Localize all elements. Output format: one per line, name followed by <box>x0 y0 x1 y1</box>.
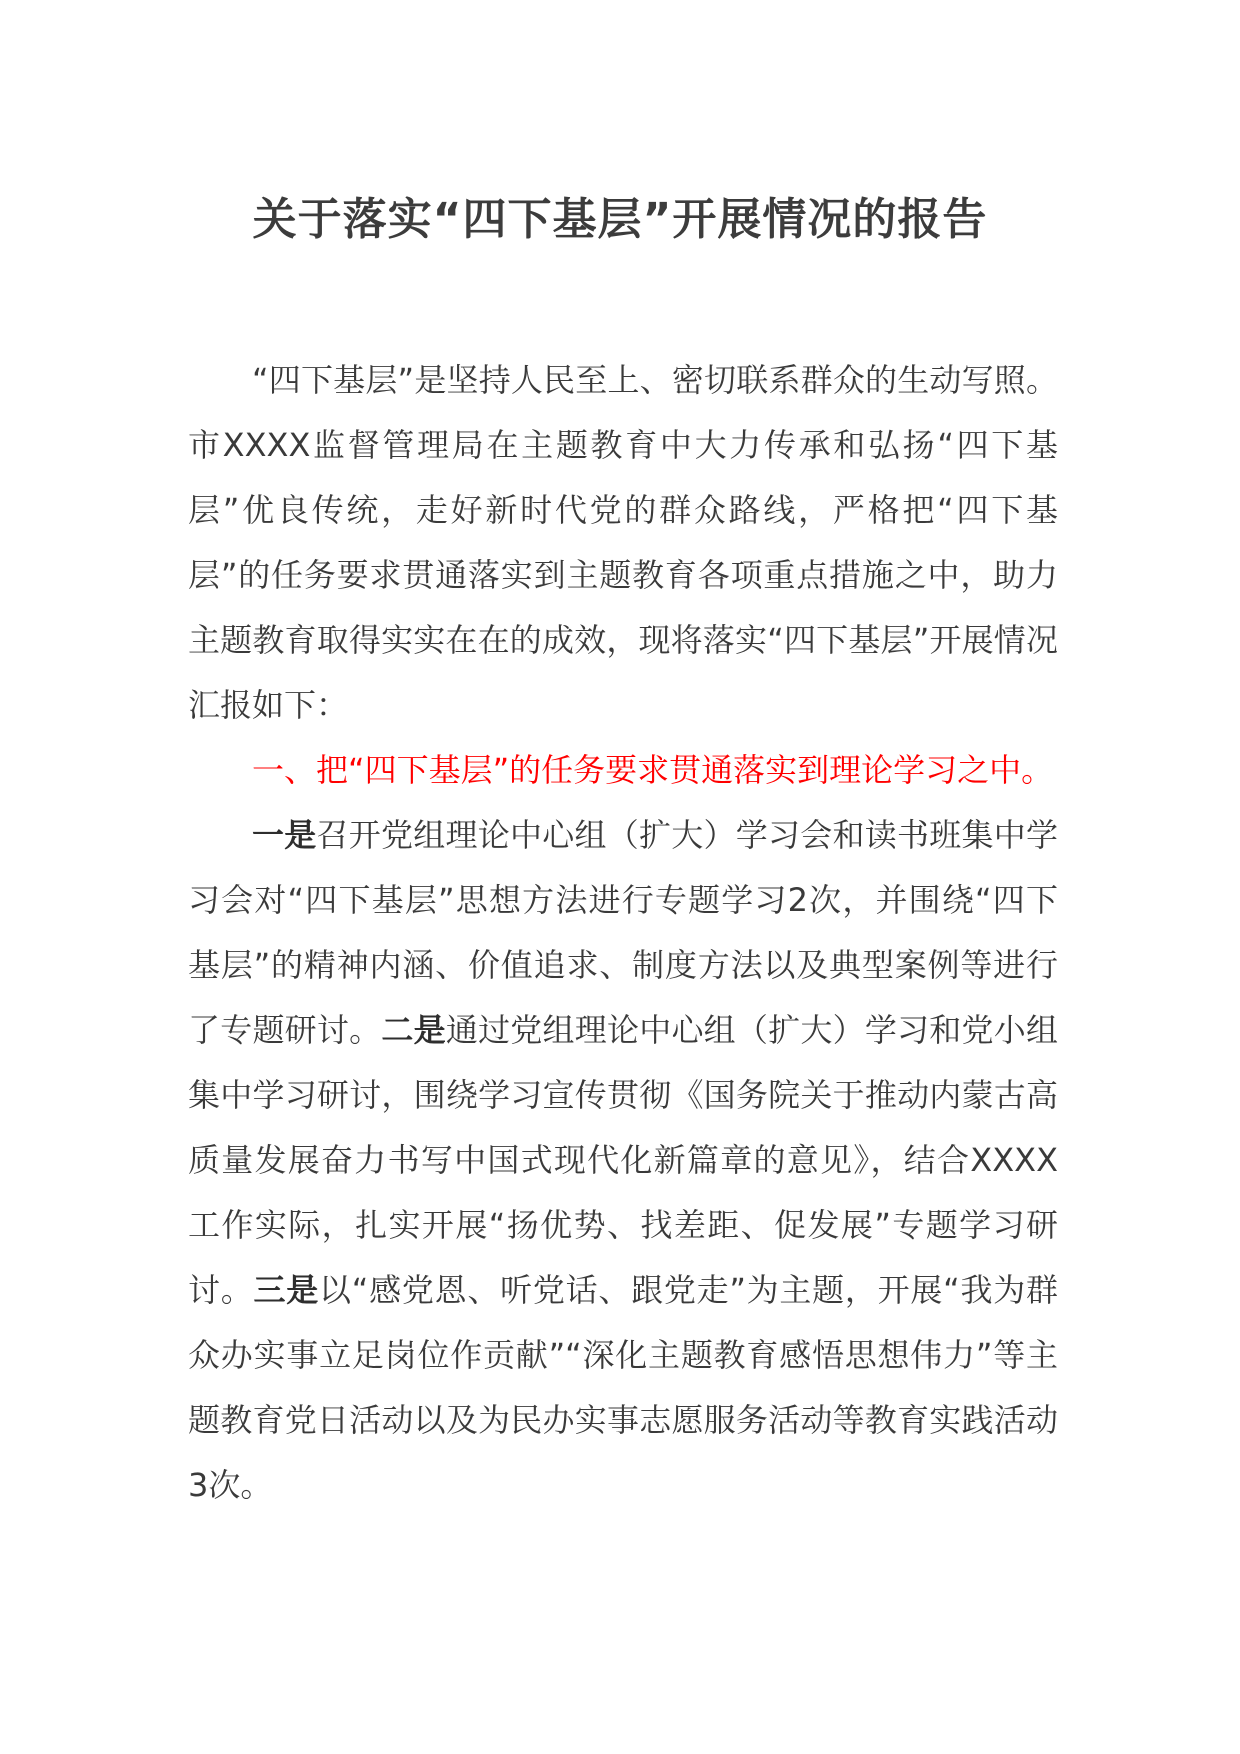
point-first-text: 召开党组理论中心组（扩大）学习会和读书班集中学习会对“四下基层”思想方法进行专题学习2次，并围绕“四下基层”的精神内涵、价值追求、制度方法以及典型案例等进行了专题研讨。 <box>188 816 1058 1049</box>
section-heading-1: 一、把“四下基层”的任务要求贯通落实到理论学习之中。 <box>252 751 1054 789</box>
lead-second: 二是 <box>381 1011 446 1049</box>
point-third-text: 以“感党恩、听党话、跟党走”为主题，开展“我为群众办实事立足岗位作贡献”“深化主题教育感悟思想伟力”等主题教育党日活动以及为民办实事志愿服务活动等教育实践活动3次。 <box>188 1271 1058 1504</box>
section-1-paragraph <box>188 803 1058 1518</box>
point-second-text: 通过党组理论中心组（扩大）学习和党小组集中学习研讨，围绕学习宣传贯彻《国务院关于推动内蒙古高质量发展奋力书写中国式现代化新篇章的意见》，结合XXXX工作实际，扎实开展“扬优势、找差距、促发展”专题学习研讨。 <box>188 1011 1058 1309</box>
lead-first: 一是 <box>252 816 317 854</box>
lead-third: 三是 <box>253 1271 319 1309</box>
intro-paragraph: “四下基层”是坚持人民至上、密切联系群众的生动写照。市XXXX监督管理局在主题教育中大力传承和弘扬“四下基层”优良传统，走好新时代党的群众路线，严格把“四下基层”的任务要求贯通落实到主题教育各项重点措施之中，助力主题教育取得实实在在的成效，现将落实“四下基层”开展情况汇报如下： <box>188 361 1058 724</box>
document-body <box>188 348 1058 1518</box>
document-title: 关于落实“四下基层”开展情况的报告 <box>252 194 988 245</box>
